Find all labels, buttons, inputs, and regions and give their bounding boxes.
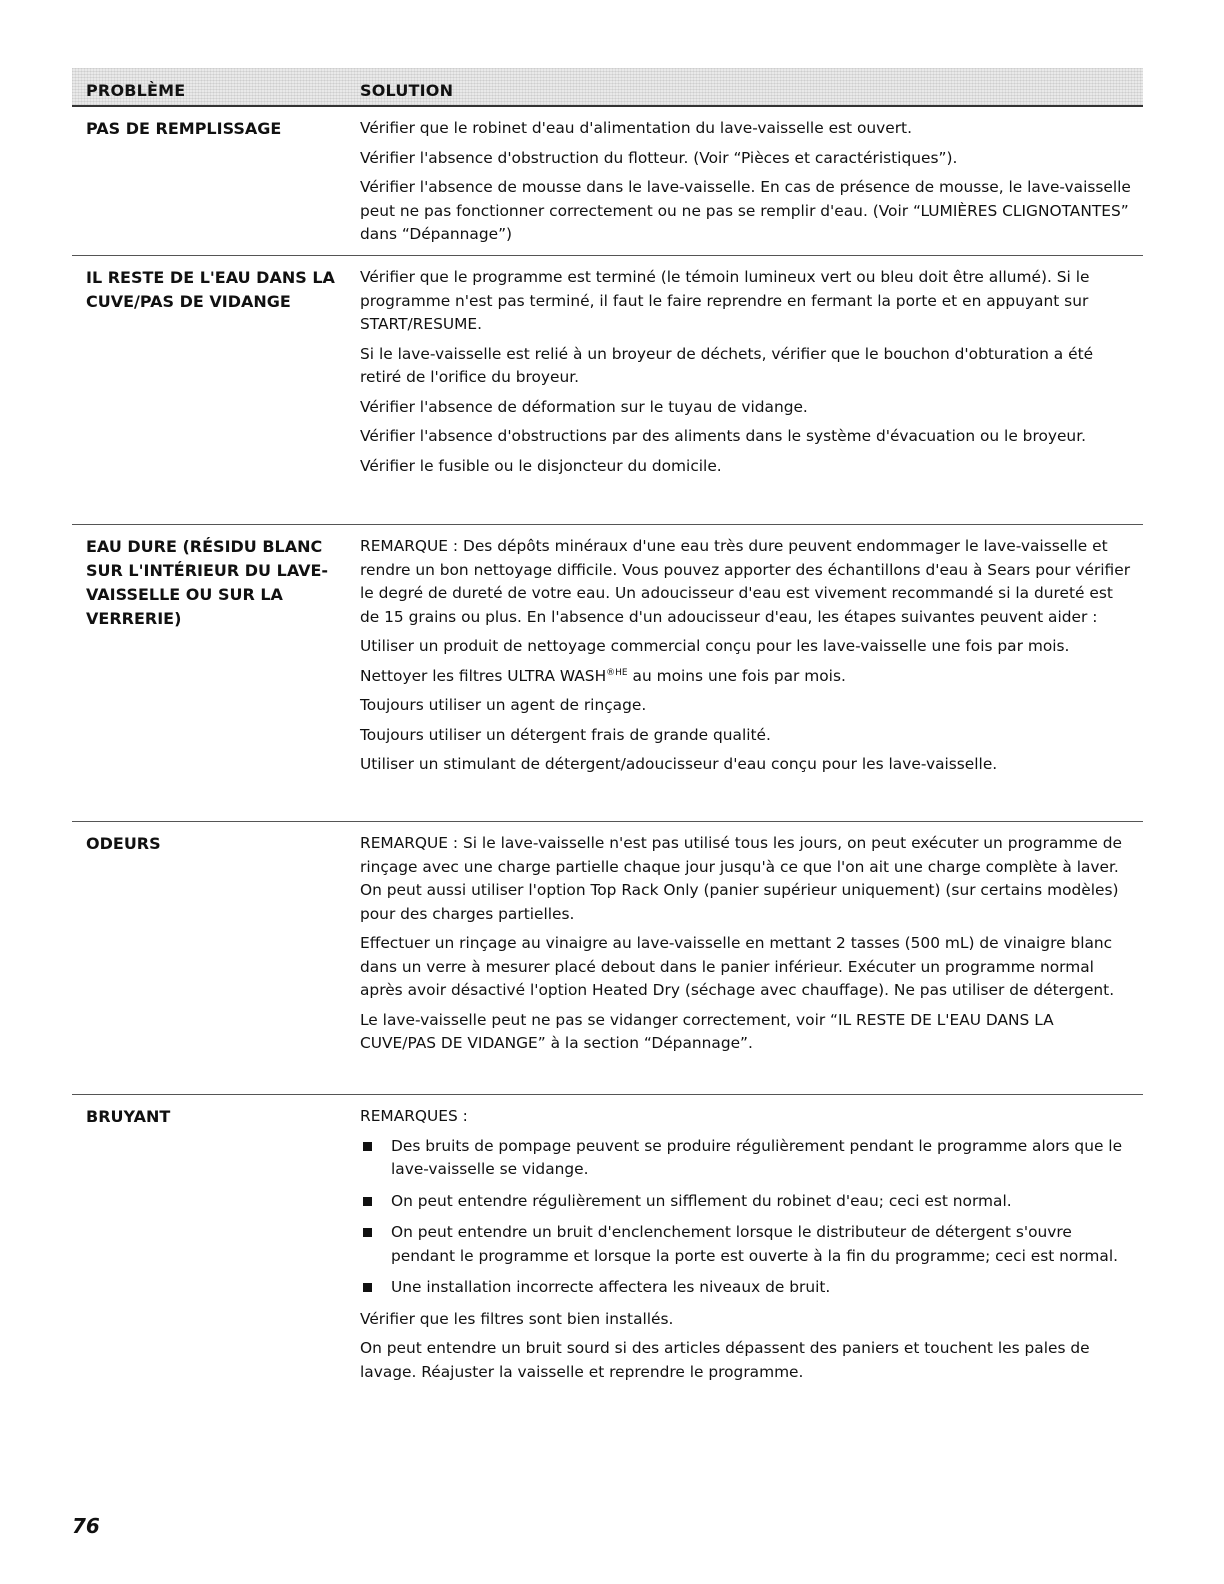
- table-header: [72, 68, 1143, 107]
- list-item-text: On peut entendre un bruit d'enclenchement lorsque le distributeur de détergent s'ouvre pendant le programme et lorsque la porte est ouverte à la fin du programme; ceci est normal.: [391, 1223, 1118, 1265]
- solution-text: REMARQUE : Si le lave-vaisselle n'est pas utilisé tous les jours, on peut exécuter un programme de rinçage avec une charge partielle chaque jour jusqu'à ce que l'on ait une charge complète à laver. On peut aussi utiliser l'option Top Rack Only (panier supérieur uniquement) (sur certains modèles) pour des charges partielles.: [360, 834, 1122, 923]
- problem-label: PAS DE REMPLISSAGE: [86, 119, 282, 138]
- solution-cell: [360, 107, 1132, 256]
- page-number: 76: [72, 1514, 100, 1538]
- remarks-label: REMARQUES :: [360, 1107, 468, 1125]
- solution-text: Vérifier le fusible ou le disjoncteur du domicile.: [360, 456, 722, 475]
- solution-cell: [360, 256, 1132, 487]
- list-item-text: Une installation incorrecte affectera les niveaux de bruit.: [391, 1278, 831, 1296]
- column-header-problem: PROBLÈME: [86, 81, 186, 100]
- bullet-square-icon: [363, 1228, 372, 1237]
- list-item-text: On peut entendre régulièrement un sifflement du robinet d'eau; ceci est normal.: [391, 1191, 1012, 1210]
- solution-text: Utiliser un produit de nettoyage commercial conçu pour les lave-vaisselle une fois par mois.: [360, 637, 1070, 655]
- table-row-noisy: [72, 1095, 1143, 1393]
- solution-cell: [360, 1095, 1132, 1393]
- list-item: [360, 1221, 1132, 1268]
- filters-text-end: au moins une fois par mois.: [627, 666, 846, 685]
- solution-text: Toujours utiliser un détergent frais de grande qualité.: [360, 725, 771, 744]
- solution-text: On peut entendre un bruit sourd si des articles dépassent des paniers et touchent les pales de lavage. Réajuster la vaisselle et reprendre le programme.: [360, 1339, 1090, 1381]
- table-row-no-fill: [72, 107, 1143, 256]
- problem-label: BRUYANT: [86, 1107, 171, 1126]
- solution-text: Toujours utiliser un agent de rinçage.: [360, 696, 647, 714]
- list-item: [360, 1276, 1132, 1300]
- solution-text: Vérifier l'absence de déformation sur le tuyau de vidange.: [360, 397, 808, 416]
- remarks-list: [360, 1135, 1132, 1300]
- problem-label: IL RESTE DE L'EAU DANS LA CUVE/PAS DE VIDANGE: [86, 268, 335, 311]
- solution-text: Vérifier l'absence d'obstruction du flotteur. (Voir “Pièces et caractéristiques”).: [360, 148, 958, 167]
- bullet-square-icon: [363, 1142, 372, 1151]
- solution-text: Utiliser un stimulant de détergent/adoucisseur d'eau conçu pour les lave-vaisselle.: [360, 755, 998, 773]
- solution-cell: [360, 822, 1132, 1065]
- solution-text: Vérifier que le robinet d'eau d'alimentation du lave-vaisselle est ouvert.: [360, 119, 912, 137]
- table-row-water-remains: [72, 256, 1143, 525]
- bullet-square-icon: [363, 1283, 372, 1292]
- solution-text: Le lave-vaisselle peut ne pas se vidanger correctement, voir “IL RESTE DE L'EAU DANS LA CUVE/PAS DE VIDANGE” à la section “Dépannage”.: [360, 1010, 1054, 1052]
- solution-text: [360, 665, 1132, 689]
- table-row-hard-water: [72, 525, 1143, 822]
- solution-text: Si le lave-vaisselle est relié à un broyeur de déchets, vérifier que le bouchon d'obturation a été retiré de l'orifice du broyeur.: [360, 344, 1094, 386]
- ultra-wash-trademark: ®HE: [606, 667, 628, 678]
- solution-text: Vérifier que le programme est terminé (le témoin lumineux vert ou bleu doit être allumé). Si le programme n'est pas terminé, il faut le faire reprendre en fermant la porte et en appuyant sur START/RESUME.: [360, 268, 1090, 333]
- bullet-square-icon: [363, 1197, 372, 1206]
- solution-text: Vérifier l'absence d'obstructions par des aliments dans le système d'évacuation ou le broyeur.: [360, 427, 1086, 445]
- solution-cell: [360, 525, 1132, 786]
- solution-text: REMARQUE : Des dépôts minéraux d'une eau très dure peuvent endommager le lave-vaisselle et rendre un bon nettoyage difficile. Vous pouvez apporter des échantillons d'eau à Sears pour vérifier le degré de dureté de votre eau. Un adoucisseur d'eau est vivement recommandé si la dureté est de 15 grains ou plus. En l'absence d'un adoucisseur d'eau, les étapes suivantes peuvent aider :: [360, 537, 1131, 626]
- table-row-odors: [72, 822, 1143, 1095]
- filters-text-start: Nettoyer les filtres ULTRA WASH: [360, 666, 607, 685]
- solution-text: Vérifier que les filtres sont bien installés.: [360, 1309, 674, 1328]
- solution-text: Effectuer un rinçage au vinaigre au lave-vaisselle en mettant 2 tasses (500 mL) de vinaigre blanc dans un verre à mesurer placé debout dans le panier inférieur. Exécuter un programme normal après avoir désactivé l'option Heated Dry (séchage avec chauffage). Ne pas utiliser de détergent.: [360, 934, 1115, 999]
- list-item-text: Des bruits de pompage peuvent se produire régulièrement pendant le programme alors que le lave-vaisselle se vidange.: [391, 1136, 1123, 1178]
- column-header-solution: SOLUTION: [360, 81, 454, 100]
- solution-text: Vérifier l'absence de mousse dans le lave-vaisselle. En cas de présence de mousse, le lave-vaisselle peut ne pas fonctionner correctement ou ne pas se remplir d'eau. (Voir “LUMIÈRES CLIGNOTANTES” dans “Dépannage”): [360, 178, 1131, 243]
- problem-label: EAU DURE (RÉSIDU BLANC SUR L'INTÉRIEUR DU LAVE-VAISSELLE OU SUR LA VERRERIE): [86, 537, 329, 628]
- problem-label: ODEURS: [86, 834, 161, 853]
- list-item: [360, 1135, 1132, 1182]
- list-item: [360, 1190, 1132, 1214]
- troubleshooting-table: [72, 68, 1143, 1393]
